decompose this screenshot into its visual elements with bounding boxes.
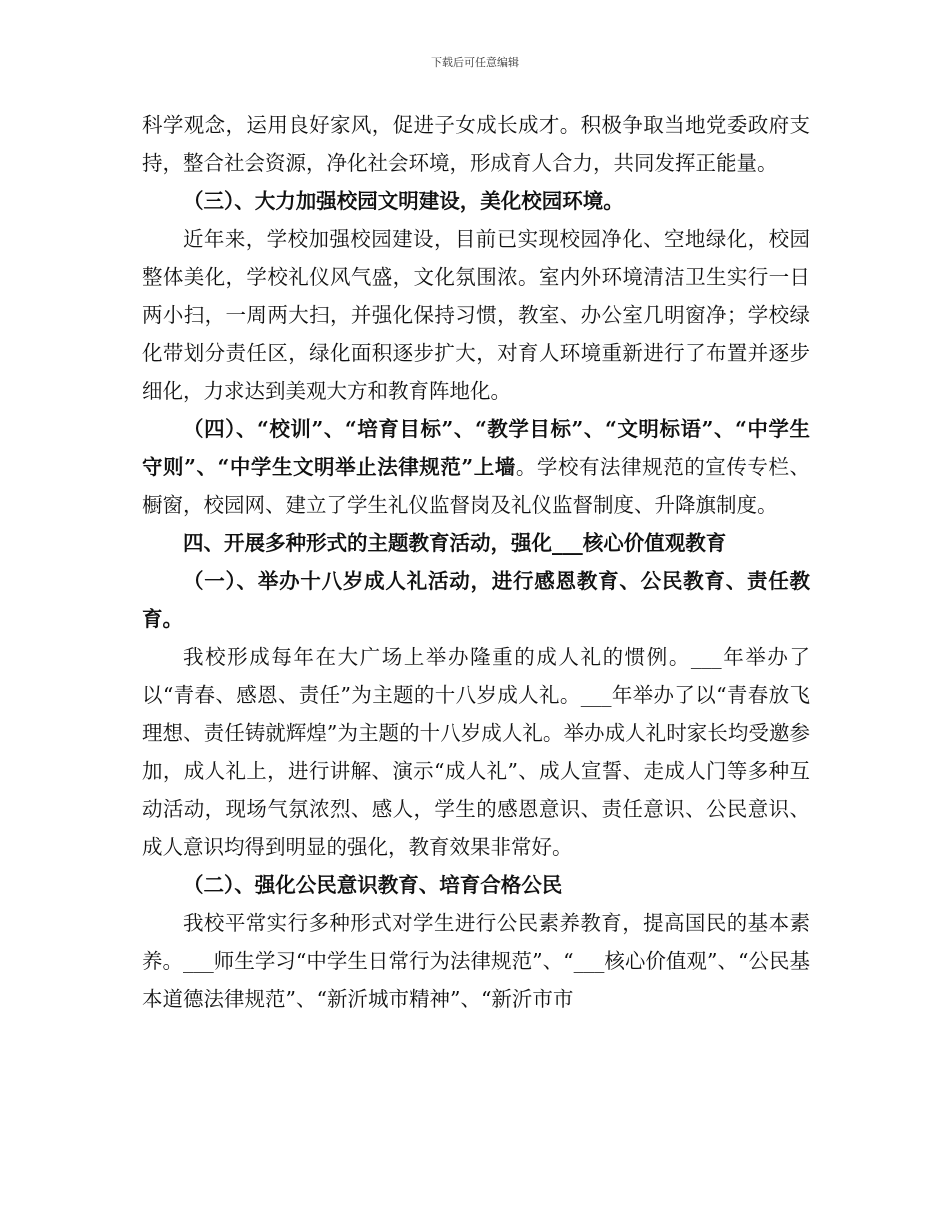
heading-citizen-awareness: （二）、强化公民意识教育、培育合格公民 bbox=[183, 873, 563, 897]
motto-heading-bold: （四）、“校训”、“培育目标”、“教学目标”、“文明标语”、“中学生守则”、“中学生文明举止法律规范”上墙 bbox=[142, 417, 810, 479]
paragraph-citizen-education: 我校平常实行多种形式对学生进行公民素养教育，提高国民的基本素养。___师生学习“中学生日常行为法律规范”、“___核心价值观”、“公民基本道德法律规范”、“新沂城市精神”、“新沂市市 bbox=[142, 911, 810, 1011]
paragraph-coming-of-age: 我校形成每年在大广场上举办隆重的成人礼的惯例。___年举办了以“青春、感恩、责任”为主题的十八岁成人礼。___年举办了以“青春放飞理想、责任铸就辉煌”为主题的十八岁成人礼。举办成人礼时家长均受邀参加，成人礼上，进行讲解、演示“成人礼”、成人宣誓、走成人门等多种互动活动，现场气氛浓烈、感人，学生的感恩意识、责任意识、公民意识、成人意识均得到明显的强化，教育效果非常好。 bbox=[142, 645, 810, 859]
page-header: 下载后可任意编辑 bbox=[431, 56, 519, 69]
document-body bbox=[142, 106, 810, 1018]
motto-paragraph-text: 。学校有法律规范的宣传专栏、橱窗，校园网、建立了学生礼仪监督岗及礼仪监督制度、升降旗制度。 bbox=[142, 455, 811, 517]
paragraph-campus-construction: 近年来，学校加强校园建设，目前已实现校园净化、空地绿化，校园整体美化，学校礼仪风气盛，文化氛围浓。室内外环境清洁卫生实行一日两小扫，一周两大扫，并强化保持习惯，教室、办公室几明窗净；学校绿化带划分责任区，绿化面积逐步扩大，对育人环境重新进行了布置并逐步细化，力求达到美观大方和教育阵地化。 bbox=[142, 227, 810, 403]
heading-campus-civilization: （三）、大力加强校园文明建设，美化校园环境。 bbox=[183, 189, 624, 213]
paragraph-family-values: 科学观念，运用良好家风，促进子女成长成才。积极争取当地党委政府支持，整合社会资源，净化社会环境，形成育人合力，共同发挥正能量。 bbox=[142, 113, 810, 175]
section-heading-theme-education: 四、开展多种形式的主题教育活动，强化___核心价值观教育 bbox=[183, 531, 727, 555]
paragraph-motto-on-wall bbox=[142, 410, 810, 524]
heading-coming-of-age: （一）、举办十八岁成人礼活动，进行感恩教育、公民教育、责任教育。 bbox=[142, 569, 810, 631]
